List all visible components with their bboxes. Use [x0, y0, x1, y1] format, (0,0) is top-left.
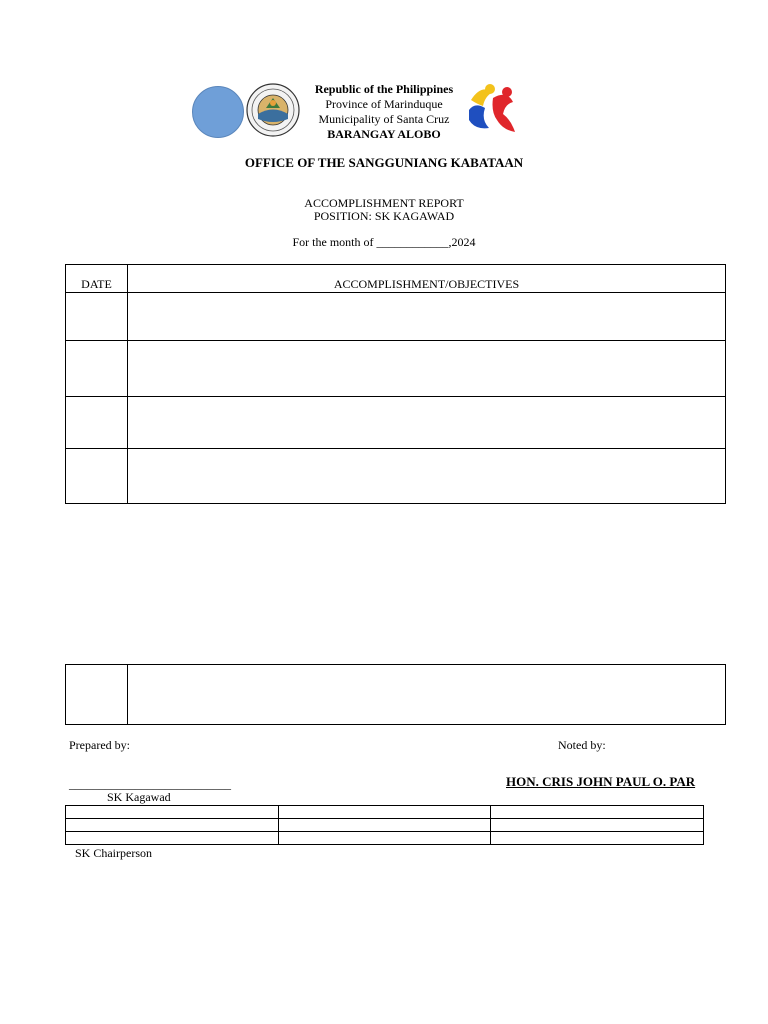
sk-chairperson-label: SK Chairperson: [75, 846, 152, 860]
signature-blank-line: ___________________________: [69, 777, 231, 791]
header-date: [66, 265, 128, 293]
table-header-row: [66, 265, 726, 293]
grid-cell[interactable]: [66, 806, 279, 819]
accomplishment-cell[interactable]: [128, 397, 726, 449]
date-cell[interactable]: [66, 341, 128, 397]
report-position: POSITION: SK KAGAWAD: [313, 209, 455, 223]
table-row: [66, 341, 726, 397]
header-barangay: BARANGAY ALOBO: [327, 127, 441, 141]
header-accomplishment: [128, 265, 726, 293]
table-row: [66, 449, 726, 504]
date-cell[interactable]: [66, 397, 128, 449]
report-month-line: For the month of ____________,2024: [292, 235, 476, 249]
date-cell[interactable]: [66, 449, 128, 504]
grid-cell[interactable]: [66, 832, 279, 845]
header-accomplishment-label: ACCOMPLISHMENT/OBJECTIVES: [333, 277, 520, 291]
grid-cell[interactable]: [491, 832, 704, 845]
grid-cell[interactable]: [278, 806, 491, 819]
accomplishment-cell[interactable]: [128, 449, 726, 504]
grid-cell[interactable]: [278, 819, 491, 832]
noted-by-label: Noted by:: [558, 738, 606, 752]
chairperson-name: HON. CRIS JOHN PAUL O. PAR: [506, 774, 696, 789]
table-row: [66, 806, 704, 819]
header-municipality: Municipality of Santa Cruz: [318, 112, 450, 126]
table-row: [66, 397, 726, 449]
signature-grid: [65, 805, 704, 845]
blue-circle-logo: [192, 86, 244, 138]
grid-cell[interactable]: [491, 819, 704, 832]
header-republic: Republic of the Philippines: [314, 82, 454, 96]
accomplishment-cell[interactable]: [128, 665, 726, 725]
header-date-label: DATE: [81, 277, 112, 291]
grid-cell[interactable]: [66, 819, 279, 832]
date-cell[interactable]: [66, 293, 128, 341]
sk-kagawad-label: SK Kagawad: [107, 790, 171, 804]
table-row: [66, 832, 704, 845]
office-title: OFFICE OF THE SANGGUNIANG KABATAAN: [244, 155, 524, 170]
date-cell[interactable]: [66, 665, 128, 725]
prepared-by-label: Prepared by:: [69, 738, 130, 752]
header-province: Province of Marinduque: [325, 97, 443, 111]
grid-cell[interactable]: [491, 806, 704, 819]
table-row: [66, 665, 726, 725]
sk-logo-icon: [463, 80, 519, 138]
accomplishment-cell[interactable]: [128, 293, 726, 341]
accomplishment-table: [65, 264, 726, 504]
barangay-seal-icon: [246, 83, 300, 137]
grid-cell[interactable]: [278, 832, 491, 845]
report-title: ACCOMPLISHMENT REPORT: [304, 196, 464, 210]
accomplishment-cell[interactable]: [128, 341, 726, 397]
table-row: [66, 293, 726, 341]
table-row: [66, 819, 704, 832]
bottom-box-table: [65, 664, 726, 725]
